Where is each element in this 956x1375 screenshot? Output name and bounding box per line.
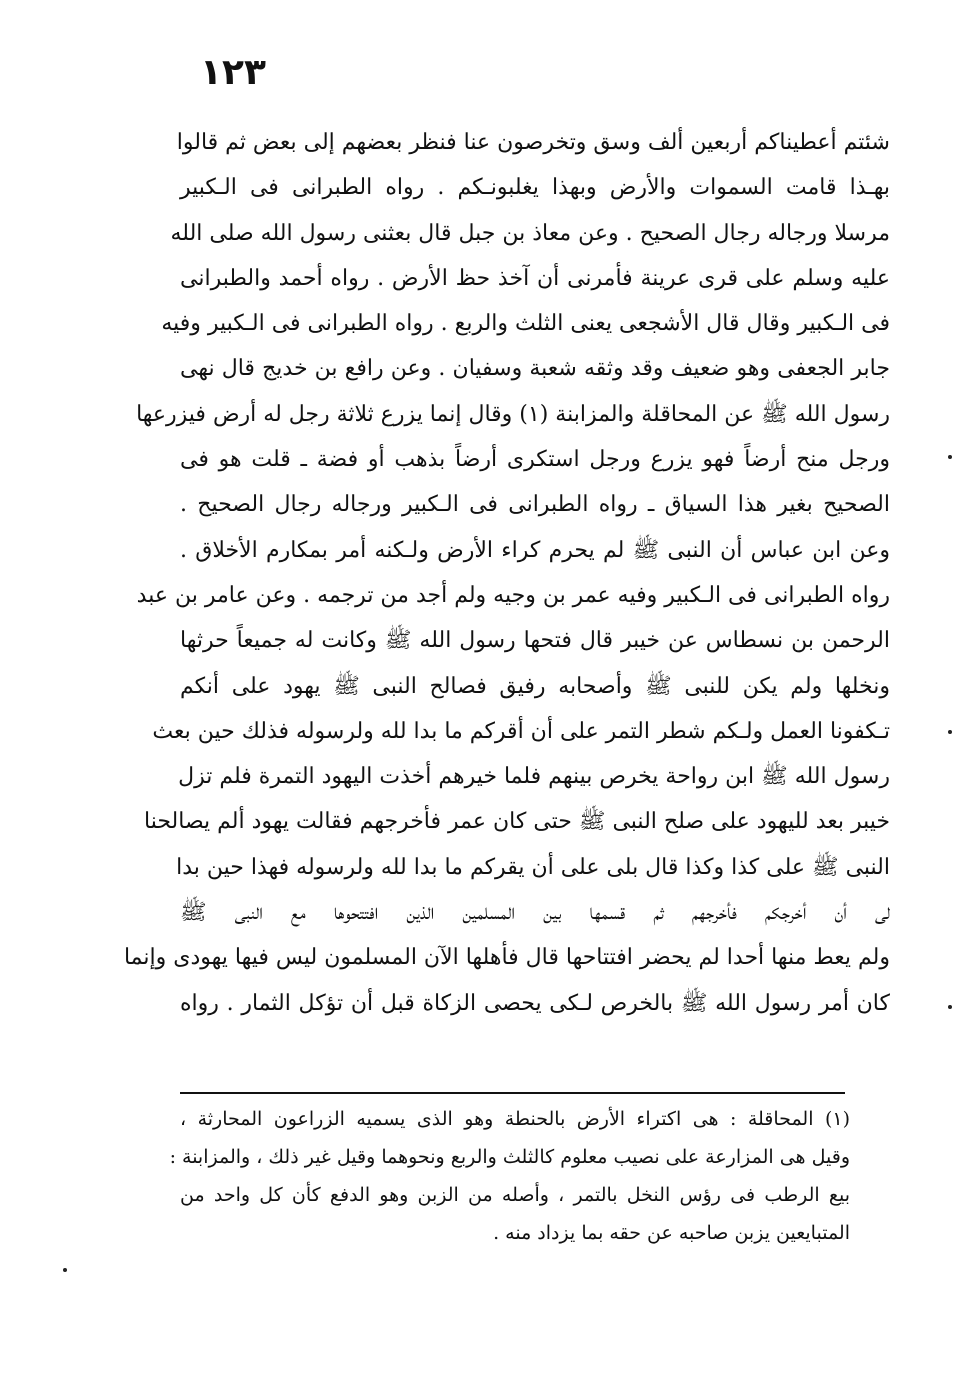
margin-mark bbox=[63, 1268, 67, 1272]
footnote-line: المتبايعين يزبن صاحبه عن حقه بما يزداد منه . bbox=[493, 1222, 850, 1244]
footnote-line: وقيل هى المزارعة على نصيب معلوم كالثلث والربع ونحوهما وقيل غير ذلك ، والمزابنة : bbox=[169, 1146, 850, 1168]
text-line: النبى ﷺ على كذا وكذا قال بلى على أن يقركم ما بدا لله ولرسوله فهذا حين بدا bbox=[176, 854, 890, 880]
main-text bbox=[123, 120, 890, 1026]
text-line: ولم يعط منها أحدا لم يحضر افتتاحها قال فأهلها الآن المسلمون ليس فيها يهودى وإنما bbox=[123, 945, 890, 971]
footnote-line: بيع الرطب فى رؤس النخل بالتمر ، وأصله من الزبن وهو الدفع كأن كل واحد من bbox=[180, 1184, 850, 1206]
text-line: رسول الله ﷺ عن المحاقلة والمزابنة (١) وقال إنما يزرع ثلاثة رجل له أرض فيزرعها bbox=[136, 401, 890, 427]
text-line: رواه الطبرانى فى الـكبير وفيه عمر بن وجيه ولم أجد من ترجمه . وعن عامر بن عبد bbox=[136, 582, 890, 608]
text-line: مرسلا ورجاله رجال الصحيح . وعن معاذ بن جبل قال بعثنى رسول الله صلى الله bbox=[170, 220, 890, 246]
text-line: ورجل منح أرضاً فهو يزرع ورجل استكرى أرضاً بذهب أو فضة ـ قلت هو فى bbox=[180, 447, 890, 473]
margin-mark bbox=[948, 730, 952, 734]
text-line: تـكفونا العمل ولـكم شطر التمر على أن أقركم ما بدا لله ولرسوله فذلك حين بعث bbox=[152, 718, 890, 744]
footnotes bbox=[169, 1100, 850, 1252]
text-line: وعن ابن عباس أن النبى ﷺ لم يحرم كراء الأرض ولـكنه أمر بمكارم الأخلاق . bbox=[180, 537, 890, 563]
text-line: لى أن أخرجكم فأخرجهم ثم قسمها بين المسلمين الذين افتتحوها مع النبى ﷺ bbox=[180, 900, 890, 926]
footnote-divider bbox=[180, 1092, 845, 1094]
text-line: بهـذا قامت السموات والأرض وبهذا يغلبونـكم . رواه الطبرانى فى الـكبير bbox=[180, 175, 890, 201]
text-line: الرحمن بن نسطاس عن خيبر قال فتحها رسول الله ﷺ وكانت له جميعاً حرثها bbox=[180, 628, 890, 654]
margin-mark bbox=[948, 1005, 952, 1009]
text-line: خيبر بعد لليهود على صلح النبى ﷺ حتى كان عمر فأخرجهم فقالت يهود ألم يصالحنا bbox=[144, 809, 890, 835]
margin-mark bbox=[948, 455, 952, 459]
text-line: فى الـكبير وقال قال الأشجعى يعنى الثلث والربع . رواه الطبرانى فى الـكبير وفيه bbox=[161, 311, 890, 337]
text-line: رسول الله ﷺ ابن رواحة يخرص بينهم فلما خيرهم أخذت اليهود التمرة فلم تزل bbox=[178, 764, 890, 790]
page-number: ١٢٣ bbox=[200, 52, 266, 93]
text-line: شئتم أعطيناكم أربعين ألف وسق وتخرصون عنا فنظر بعضهم إلى بعض ثم قالوا bbox=[176, 130, 890, 155]
footnote-line: (١) المحاقلة : هى اكتراء الأرض بالحنطة وهو الذى يسميه الزراعون المحارثة ، bbox=[180, 1108, 850, 1130]
text-line: جابر الجعفى وهو ضعيف وقد وثقه شعبة وسفيان . وعن رافع بن خديج قال نهى bbox=[180, 356, 890, 382]
text-line: ونخلها ولم يكن للنبى ﷺ وأصحابه رفيق فصالح النبى ﷺ يهود على أنكم bbox=[180, 673, 890, 699]
text-line: كان أمر رسول الله ﷺ بالخرص لـكى يحصى الزكاة قبل أن تؤكل الثمار . رواه bbox=[180, 990, 890, 1016]
text-line: الصحيح بغير هذا السياق ـ رواه الطبرانى فى الـكبير ورجاله رجال الصحيح . bbox=[180, 492, 890, 518]
text-line: عليه وسلم على قرى عرينة فأمرنى أن آخذ حظ الأرض . رواه أحمد والطبرانى bbox=[180, 265, 890, 291]
